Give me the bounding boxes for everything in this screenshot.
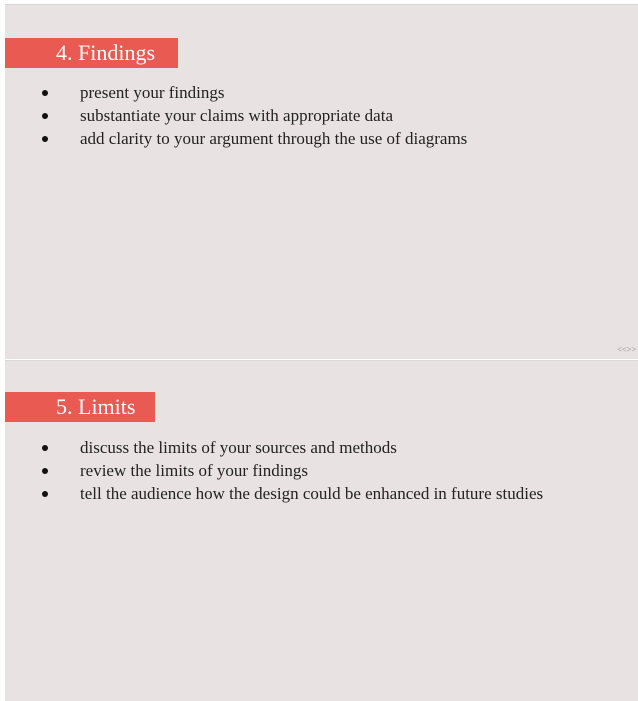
bullet-icon <box>42 90 48 96</box>
list-item: review the limits of your findings <box>5 459 550 482</box>
slide-heading-findings: 4. Findings <box>5 38 178 68</box>
list-item: tell the audience how the design could be enhanced in future studies <box>5 482 550 505</box>
slide-nav-arrows[interactable]: <<>> <box>617 345 636 354</box>
bullet-list-limits <box>5 436 550 505</box>
slide-findings <box>5 4 638 359</box>
bullet-list-findings <box>5 81 550 150</box>
bullet-icon <box>42 491 48 497</box>
slide-limits <box>5 360 638 701</box>
list-item: discuss the limits of your sources and methods <box>5 436 550 459</box>
slide-heading-limits: 5. Limits <box>5 392 155 422</box>
list-item: present your findings <box>5 81 550 104</box>
bullet-icon <box>42 113 48 119</box>
bullet-icon <box>42 445 48 451</box>
list-item: add clarity to your argument through the use of diagrams <box>5 127 550 150</box>
bullet-icon <box>42 136 48 142</box>
list-item: substantiate your claims with appropriate data <box>5 104 550 127</box>
bullet-icon <box>42 468 48 474</box>
